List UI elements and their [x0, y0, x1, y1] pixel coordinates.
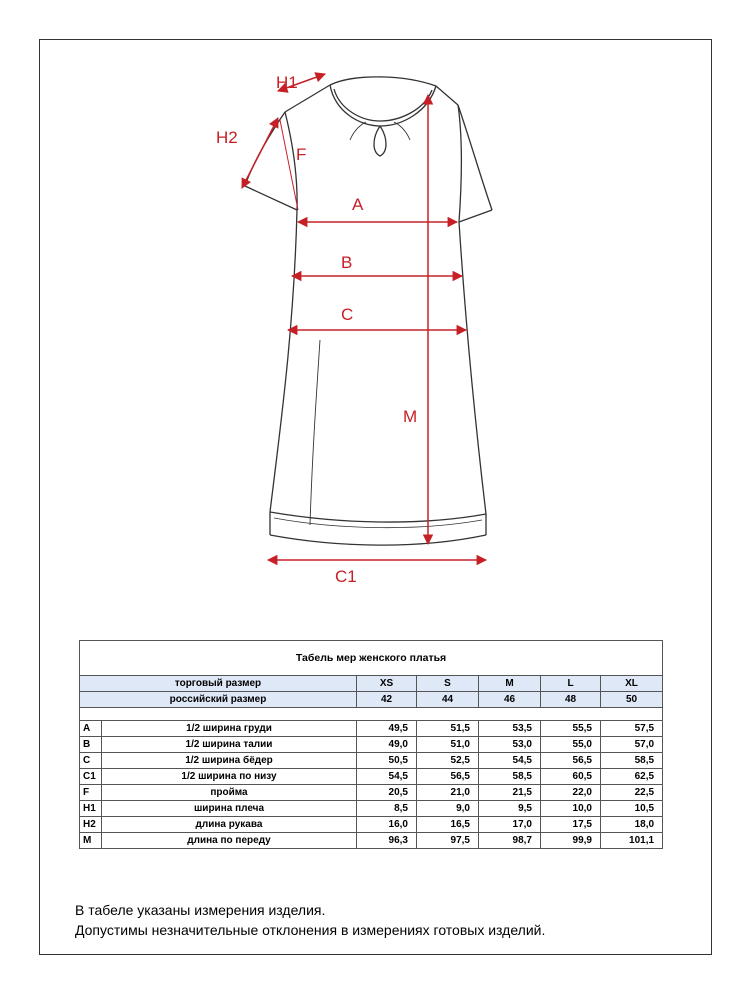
dim-h2 — [242, 118, 278, 188]
trade-size: S — [417, 676, 479, 692]
russian-size: 46 — [479, 692, 541, 708]
row-value: 49,5 — [357, 721, 417, 737]
row-value: 58,5 — [601, 753, 663, 769]
row-description: ширина плеча — [102, 801, 357, 817]
row-value: 9,0 — [417, 801, 479, 817]
row-value: 8,5 — [357, 801, 417, 817]
trade-size: L — [541, 676, 601, 692]
row-value: 16,0 — [357, 817, 417, 833]
row-value: 56,5 — [541, 753, 601, 769]
row-value: 60,5 — [541, 769, 601, 785]
russian-size-label: российский размер — [80, 692, 357, 708]
russian-size: 50 — [601, 692, 663, 708]
row-value: 57,5 — [601, 721, 663, 737]
table-row — [80, 817, 663, 833]
row-value: 98,7 — [479, 833, 541, 849]
table-row — [80, 721, 663, 737]
row-value: 17,5 — [541, 817, 601, 833]
label-h2: H2 — [216, 128, 238, 147]
row-value: 49,0 — [357, 737, 417, 753]
row-code: B — [80, 737, 102, 753]
row-value: 99,9 — [541, 833, 601, 849]
row-value: 52,5 — [417, 753, 479, 769]
row-code: H1 — [80, 801, 102, 817]
row-value: 21,5 — [479, 785, 541, 801]
label-b: B — [341, 253, 353, 272]
row-value: 101,1 — [601, 833, 663, 849]
row-value: 54,5 — [479, 753, 541, 769]
table-row — [80, 833, 663, 849]
row-description: 1/2 ширина бёдер — [102, 753, 357, 769]
row-description: длина рукава — [102, 817, 357, 833]
row-code: C — [80, 753, 102, 769]
label-m: M — [403, 407, 418, 426]
row-code: H2 — [80, 817, 102, 833]
table-title: Табель мер женского платья — [80, 641, 663, 676]
row-value: 62,5 — [601, 769, 663, 785]
row-value: 58,5 — [479, 769, 541, 785]
row-value: 22,0 — [541, 785, 601, 801]
row-value: 54,5 — [357, 769, 417, 785]
row-value: 57,0 — [601, 737, 663, 753]
row-value: 10,5 — [601, 801, 663, 817]
note-line: В табеле указаны измерения изделия. — [75, 902, 326, 918]
row-value: 51,5 — [417, 721, 479, 737]
row-value: 55,5 — [541, 721, 601, 737]
table-spacer — [80, 708, 663, 721]
row-value: 17,0 — [479, 817, 541, 833]
russian-size-row — [80, 692, 663, 708]
row-description: 1/2 ширина талии — [102, 737, 357, 753]
russian-size: 48 — [541, 692, 601, 708]
row-value: 53,5 — [479, 721, 541, 737]
trade-size: M — [479, 676, 541, 692]
row-value: 9,5 — [479, 801, 541, 817]
label-f: F — [296, 145, 307, 164]
table-row — [80, 801, 663, 817]
row-description: 1/2 ширина груди — [102, 721, 357, 737]
row-value: 22,5 — [601, 785, 663, 801]
row-value: 96,3 — [357, 833, 417, 849]
row-value: 51,0 — [417, 737, 479, 753]
size-chart — [79, 640, 662, 849]
notes — [75, 900, 545, 940]
table-row — [80, 737, 663, 753]
row-value: 55,0 — [541, 737, 601, 753]
dimension-lines — [242, 74, 486, 560]
row-description: пройма — [102, 785, 357, 801]
trade-size-row — [80, 676, 663, 692]
trade-size: XS — [357, 676, 417, 692]
dress-outline — [245, 77, 492, 545]
row-value: 53,0 — [479, 737, 541, 753]
trade-size-label: торговый размер — [80, 676, 357, 692]
row-code: C1 — [80, 769, 102, 785]
table-row — [80, 785, 663, 801]
row-code: F — [80, 785, 102, 801]
row-value: 50,5 — [357, 753, 417, 769]
table-row — [80, 769, 663, 785]
label-c1: C1 — [335, 567, 357, 586]
label-a: A — [352, 195, 364, 214]
row-value: 97,5 — [417, 833, 479, 849]
row-value: 20,5 — [357, 785, 417, 801]
measurement-table — [79, 640, 663, 849]
row-code: A — [80, 721, 102, 737]
row-value: 18,0 — [601, 817, 663, 833]
row-value: 21,0 — [417, 785, 479, 801]
trade-size: XL — [601, 676, 663, 692]
row-value: 10,0 — [541, 801, 601, 817]
russian-size: 44 — [417, 692, 479, 708]
russian-size: 42 — [357, 692, 417, 708]
note-line: Допустимы незначительные отклонения в измерениях готовых изделий. — [75, 922, 546, 938]
row-code: M — [80, 833, 102, 849]
label-h1: H1 — [276, 73, 298, 92]
row-description: длина по переду — [102, 833, 357, 849]
row-value: 56,5 — [417, 769, 479, 785]
label-c: C — [341, 305, 354, 324]
row-value: 16,5 — [417, 817, 479, 833]
table-row — [80, 753, 663, 769]
row-description: 1/2 ширина по низу — [102, 769, 357, 785]
